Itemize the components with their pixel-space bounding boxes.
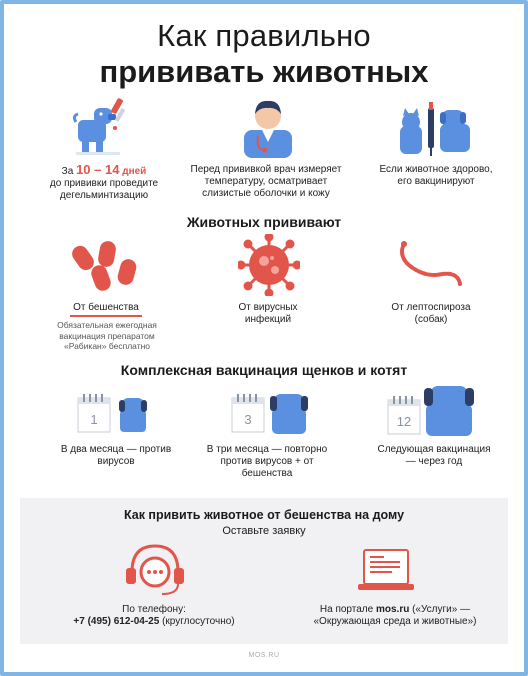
title-line-2: прививать животных xyxy=(99,54,429,89)
home-heading: Как привить животное от бешенства на дому xyxy=(123,508,405,522)
complex-2months-label: В два месяца — против вирусов xyxy=(60,444,172,467)
phone-contact[interactable] xyxy=(54,616,254,628)
prep-exam-caption: Перед прививкой врач измеряет температуру, осматривает слизистые оболочки и кожу xyxy=(190,164,342,199)
calendar-number: 12 xyxy=(396,414,412,429)
laptop-form-icon xyxy=(356,546,416,596)
leptospira-icon xyxy=(396,238,466,292)
virus-icon xyxy=(238,234,300,296)
complex-3months-label: В три месяца — повторно против вирусов + от бешенства xyxy=(206,444,328,479)
title-line-1: Как правильно xyxy=(157,18,371,53)
home-vaccination-panel xyxy=(20,498,508,644)
prep-deworm-caption: За 10 – 14 дней до прививки проведите дегельминтизацию xyxy=(49,162,159,201)
phone-label: По телефону: xyxy=(122,604,186,615)
calendar-number: 1 xyxy=(90,412,98,427)
disease-lepto-label: От лептоспироза (собак) xyxy=(391,302,471,325)
rabies-virus-icon xyxy=(70,238,142,294)
complex-yearly-label: Следующая вакцинация — через год xyxy=(377,444,491,467)
disease-rabies-label: От бешенства xyxy=(70,302,142,317)
phone-hours: (круглосуточно) xyxy=(162,616,235,627)
disease-rabies-note: Обязательная ежегодная вакцинация препаратом «Рабикан» бесплатно xyxy=(57,320,157,351)
vet-doctor-icon xyxy=(238,96,298,158)
calendar-2months xyxy=(76,390,156,436)
pets-syringe-icon xyxy=(396,100,476,160)
portal-link[interactable]: mos.ru xyxy=(375,604,410,615)
source-footer: MOS.RU xyxy=(248,652,280,659)
calendar-number: 3 xyxy=(244,412,252,427)
chat-headset-icon xyxy=(122,542,188,600)
calendar-yearly xyxy=(386,384,478,438)
diseases-heading: Животных прививают xyxy=(186,214,342,230)
calendar-dog-icon xyxy=(386,384,478,438)
home-subheading: Оставьте заявку xyxy=(222,525,306,537)
phone-number[interactable]: +7 (495) 612-04-25 xyxy=(73,616,160,627)
disease-viral-label: От вирусных инфекций xyxy=(238,302,298,325)
prep-vaccinate-caption: Если животное здорово, его вакцинируют xyxy=(379,164,493,187)
calendar-3months xyxy=(230,388,314,436)
portal-contact: На портале mos.ru («Услуги» — «Окружающая среда и животные») xyxy=(313,604,477,627)
complex-heading: Комплексная вакцинация щенков и котят xyxy=(120,362,408,378)
dog-dropper-icon xyxy=(72,98,142,160)
